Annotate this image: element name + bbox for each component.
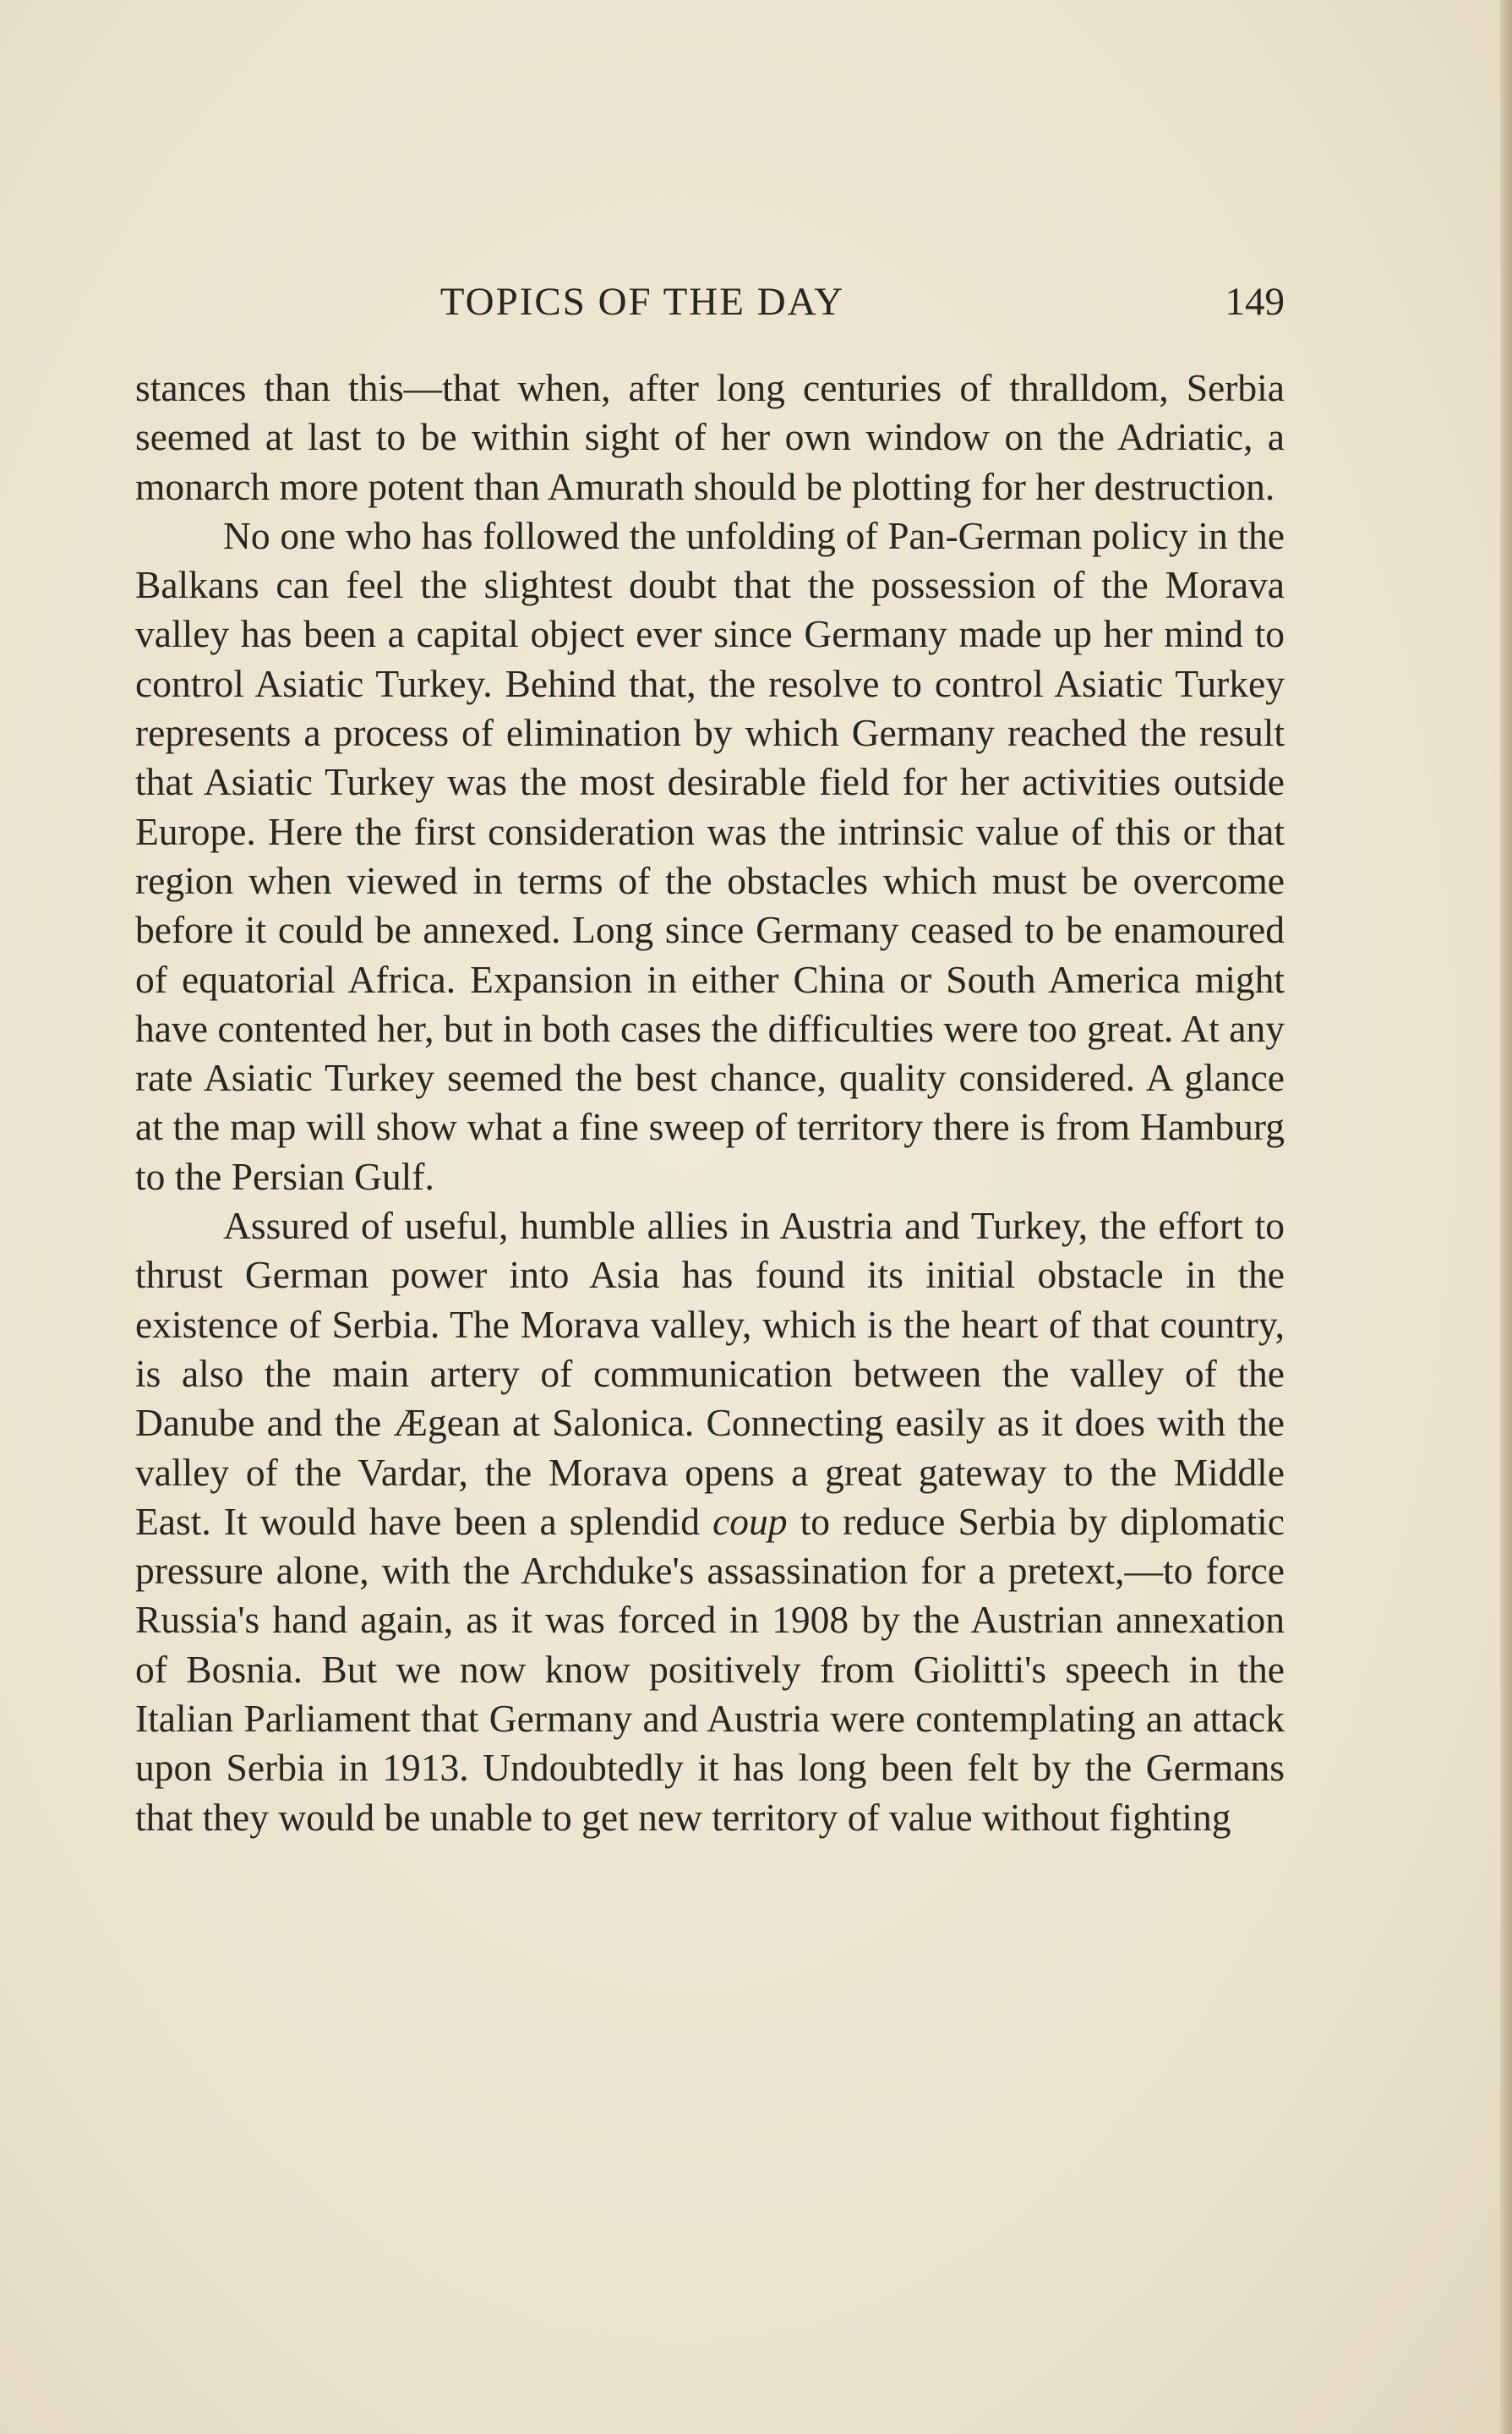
body-text bbox=[135, 364, 1285, 1842]
italic-word: coup bbox=[712, 1499, 788, 1543]
running-head bbox=[135, 279, 1285, 338]
paragraph-3-text-after: to reduce Serbia by diplomatic pressure alone, with the Archduke's assassination for a pretext,—to force Russia's hand again, as it was forced in 1908 by the Austrian annexation of Bosnia. But we now know positively from Giolitti's speech in the Italian Parliament that Germany and Austria were contemplating an attack upon Serbia in 1913. Undoubtedly it has long been felt by the Germans that they would be unable to get new territory of value without fighting bbox=[135, 1499, 1285, 1839]
page-edge bbox=[1500, 0, 1512, 2434]
page-number: 149 bbox=[1225, 280, 1285, 324]
running-title: TOPICS OF THE DAY bbox=[439, 280, 845, 324]
paragraph-2: No one who has followed the unfolding of Pan-German policy in the Balkans can feel the slightest doubt that the possession of the Morava valley has been a capital object ever since Germany made up her mind to control Asiatic Turkey. Behind that, the resolve to control Asiatic Turkey represents a process of elimination by which Germany reached the result that Asiatic Turkey was the most desirable field for her activities outside Europe. Here the first consideration was the intrinsic value of this or that region when viewed in terms of the obstacles which must be overcome before it could be annexed. Long since Germany ceased to be enamoured of equatorial Africa. Expansion in either China or South America might have contented her, but in both cases the difficulties were too great. At any rate Asiatic Turkey seemed the best chance, quality considered. A glance at the map will show what a fine sweep of territory there is from Hamburg to the Persian Gulf. bbox=[135, 513, 1285, 1198]
paragraph-3-text-before: Assured of useful, humble allies in Austria and Turkey, the effort to thrust German power into Asia has found its initial obstacle in the existence of Serbia. The Morava valley, which is the heart of that country, is also the main artery of communication between the valley of the Danube and the Ægean at Salonica. Connecting easily as it does with the valley of the Vardar, the Morava opens a great gateway to the Middle East. It would have been a splendid bbox=[135, 1204, 1285, 1543]
paragraph-3 bbox=[135, 1201, 1285, 1842]
paragraph-1: stances than this—that when, after long centuries of thralldom, Serbia seemed at last to be within sight of her own window on the Adriatic, a monarch more potent than Amurath should be plotting for her destruction. bbox=[135, 366, 1285, 508]
